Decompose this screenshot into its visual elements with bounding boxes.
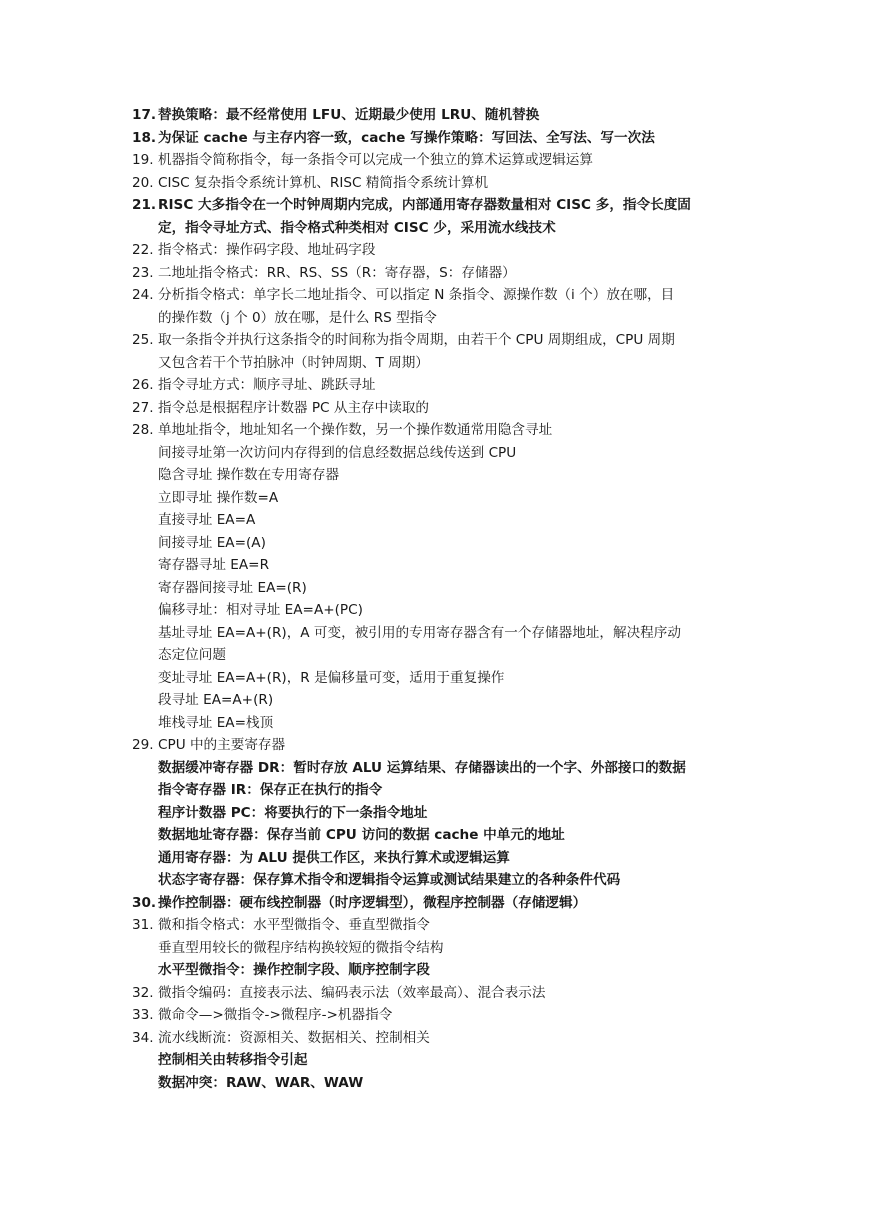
list-item (0, 802, 869, 825)
item-text: 直接寻址 EA=A (158, 512, 256, 528)
item-text: 微指令编码：直接表示法、编码表示法（效率最高）、混合表示法 (158, 984, 546, 1001)
list-item (0, 847, 869, 870)
list-item (0, 307, 869, 330)
list-item (0, 239, 869, 262)
list-item (0, 622, 869, 645)
item-text: 二地址指令格式：RR、RS、SS（R：寄存器，S：存储器） (158, 264, 516, 281)
list-item (0, 1004, 869, 1027)
list-item (0, 689, 869, 712)
item-text: 分析指令格式：单字长二地址指令、可以指定 N 条指令、源操作数（i 个）放在哪，目 (158, 287, 675, 303)
list-item (0, 982, 869, 1005)
item-number: 32. (132, 984, 154, 1001)
list-item (0, 262, 869, 285)
item-text: 基址寻址 EA=A+(R)，A 可变，被引用的专用寄存器含有一个存储器地址，解决程序动 (158, 624, 681, 641)
item-text: 间接寻址第一次访问内存得到的信息经数据总线传送到 CPU (158, 444, 517, 461)
list-item (0, 217, 869, 240)
list-item (0, 509, 869, 532)
list-item (0, 667, 869, 690)
list-item (0, 824, 869, 847)
item-text: 数据缓冲寄存器 DR：暂时存放 ALU 运算结果、存储器读出的一个字、外部接口的数据 (158, 759, 686, 776)
list-item (0, 442, 869, 465)
item-text: CISC 复杂指令系统计算机、RISC 精简指令系统计算机 (158, 174, 489, 191)
list-item (0, 352, 869, 375)
list-item (0, 757, 869, 780)
item-number: 22. (132, 242, 154, 258)
item-text: 立即寻址 操作数=A (158, 489, 279, 506)
item-text: 为保证 cache 与主存内容一致，cache 写操作策略：写回法、全写法、写一次法 (158, 129, 655, 146)
list-item (0, 577, 869, 600)
list-item (0, 869, 869, 892)
item-text: 数据冲突：RAW、WAR、WAW (158, 1074, 364, 1091)
item-text: 的操作数（j 个 0）放在哪，是什么 RS 型指令 (158, 309, 437, 326)
item-number: 23. (132, 264, 154, 281)
item-number: 34. (132, 1029, 154, 1046)
item-number: 20. (132, 174, 154, 191)
list-item (0, 914, 869, 937)
item-number: 33. (132, 1007, 154, 1023)
item-text: 状态字寄存器：保存算术指令和逻辑指令运算或测试结果建立的各种条件代码 (158, 872, 621, 888)
item-text: 流水线断流：资源相关、数据相关、控制相关 (158, 1029, 430, 1046)
item-text: 堆栈寻址 EA=栈顶 (158, 714, 274, 731)
item-number: 29. (132, 737, 154, 753)
item-number: 24. (132, 287, 154, 303)
item-text: 微和指令格式：水平型微指令、垂直型微指令 (158, 917, 430, 933)
list-item (0, 149, 869, 172)
item-number: 19. (132, 152, 154, 168)
item-number: 17. (132, 107, 157, 123)
document-body (0, 104, 869, 1094)
item-text: 水平型微指令：操作控制字段、顺序控制字段 (158, 962, 430, 978)
list-item (0, 892, 869, 915)
item-text: 态定位问题 (158, 647, 226, 663)
item-text: 变址寻址 EA=A+(R)，R 是偏移量可变，适用于重复操作 (158, 669, 505, 686)
item-text: 程序计数器 PC：将要执行的下一条指令地址 (158, 804, 428, 821)
item-text: 指令寻址方式：顺序寻址、跳跃寻址 (158, 377, 376, 393)
list-item (0, 1072, 869, 1095)
item-text: 单地址指令，地址知名一个操作数，另一个操作数通常用隐含寻址 (158, 422, 553, 438)
list-item (0, 172, 869, 195)
item-text: 微命令—>微指令->微程序->机器指令 (158, 1007, 393, 1023)
list-item (0, 397, 869, 420)
list-item (0, 599, 869, 622)
item-text: CPU 中的主要寄存器 (158, 737, 286, 753)
list-item (0, 329, 869, 352)
item-text: 指令格式：操作码字段、地址码字段 (158, 242, 376, 258)
item-text: 操作控制器：硬布线控制器（时序逻辑型），微程序控制器（存储逻辑） (158, 894, 587, 911)
list-item (0, 127, 869, 150)
list-item (0, 554, 869, 577)
item-text: 控制相关由转移指令引起 (158, 1052, 308, 1068)
list-item (0, 779, 869, 802)
item-number: 27. (132, 399, 154, 416)
item-text: 指令寄存器 IR：保存正在执行的指令 (158, 782, 383, 798)
item-number: 21. (132, 197, 157, 213)
item-number: 31. (132, 917, 154, 933)
list-item (0, 712, 869, 735)
list-item (0, 374, 869, 397)
item-text: 通用寄存器：为 ALU 提供工作区，来执行算术或逻辑运算 (158, 849, 510, 866)
item-text: RISC 大多指令在一个时钟周期内完成，内部通用寄存器数量相对 CISC 多，指令长度固 (158, 197, 691, 213)
item-text: 取一条指令并执行这条指令的时间称为指令周期，由若干个 CPU 周期组成，CPU 周期 (158, 332, 675, 348)
list-item (0, 1049, 869, 1072)
item-number: 30. (132, 894, 157, 911)
item-number: 25. (132, 332, 154, 348)
item-text: 指令总是根据程序计数器 PC 从主存中读取的 (158, 399, 430, 416)
item-text: 数据地址寄存器：保存当前 CPU 访问的数据 cache 中单元的地址 (158, 827, 565, 843)
item-text: 寄存器间接寻址 EA=(R) (158, 579, 307, 596)
item-number: 28. (132, 422, 154, 438)
item-text: 间接寻址 EA=(A) (158, 534, 266, 551)
item-number: 18. (132, 129, 157, 146)
list-item (0, 644, 869, 667)
item-text: 又包含若干个节拍脉冲（时钟周期、T 周期） (158, 354, 429, 371)
item-text: 垂直型用较长的微程序结构换较短的微指令结构 (158, 939, 444, 956)
list-item (0, 464, 869, 487)
item-text: 定，指令寻址方式、指令格式种类相对 CISC 少，采用流水线技术 (158, 219, 556, 236)
list-item (0, 959, 869, 982)
list-item (0, 284, 869, 307)
item-text: 偏移寻址：相对寻址 EA=A+(PC) (158, 602, 363, 618)
list-item (0, 937, 869, 960)
list-item (0, 1027, 869, 1050)
list-item (0, 104, 869, 127)
list-item (0, 734, 869, 757)
item-text: 隐含寻址 操作数在专用寄存器 (158, 467, 340, 483)
list-item (0, 194, 869, 217)
item-number: 26. (132, 377, 154, 393)
item-text: 替换策略：最不经常使用 LFU、近期最少使用 LRU、随机替换 (158, 107, 540, 123)
list-item (0, 532, 869, 555)
list-item (0, 419, 869, 442)
item-text: 机器指令简称指令，每一条指令可以完成一个独立的算术运算或逻辑运算 (158, 152, 593, 168)
list-item (0, 487, 869, 510)
item-text: 段寻址 EA=A+(R) (158, 692, 274, 708)
item-text: 寄存器寻址 EA=R (158, 557, 270, 573)
